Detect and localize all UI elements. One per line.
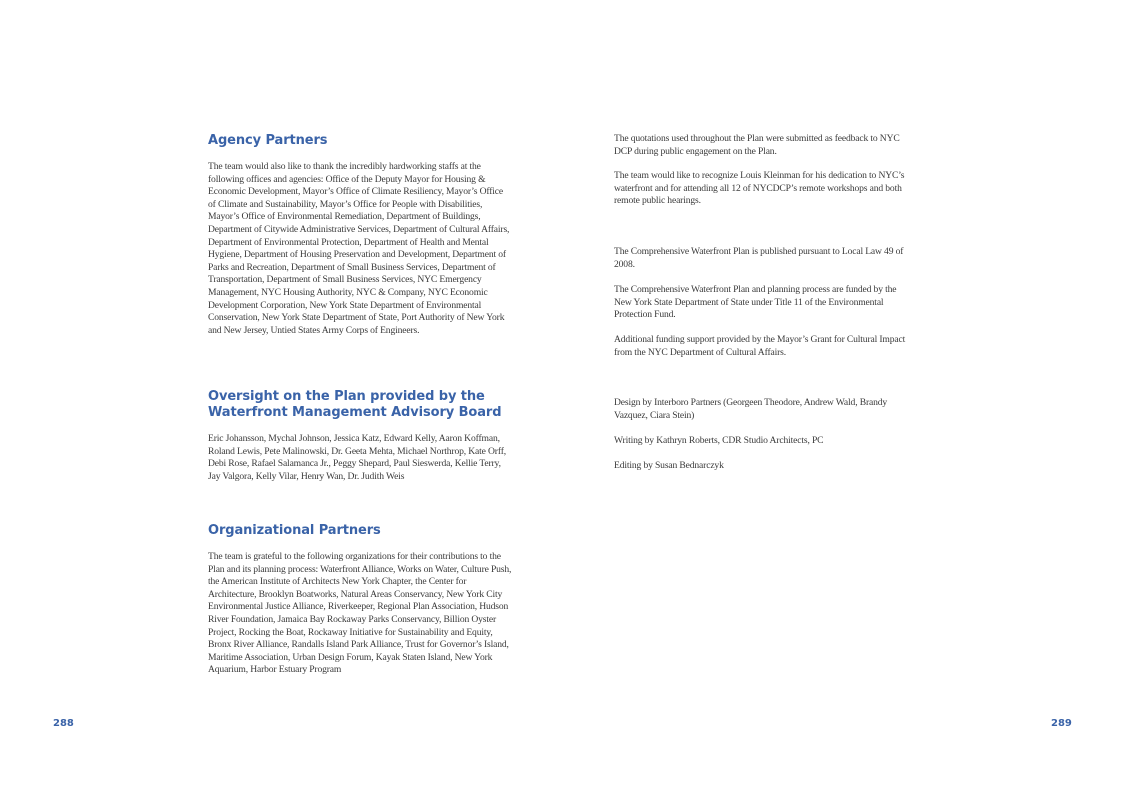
funding-note: The Comprehensive Waterfront Plan and planning process are funded by the New York State Department of State under Title 11 of the Environmental Protection Fund. (614, 284, 897, 321)
recognition-note: The team would like to recognize Louis Kleinman for his dedication to NYC’s waterfront and for attending all 12 of NYCDCP’s remote workshops and both remote public hearings. (614, 170, 905, 207)
design-credit: Design by Interboro Partners (Georgeen Theodore, Andrew Wald, Brandy Vazquez, Ciara Stein) (614, 397, 888, 421)
published-note: The Comprehensive Waterfront Plan is published pursuant to Local Law 49 of 2008. (614, 246, 904, 270)
organizational-partners-text: The team is grateful to the following organizations for their contributions to the Plan and its planning process: Waterfront Alliance, Works on Water, Culture Push, the American Institute of Architects New York Chapter, the Center for Architecture, Brooklyn Boatworks, Natural Areas Conservancy, New York City Environmental Justice Alliance, Riverkeeper, Regional Plan Association, Hudson River Foundation, Jamaica Bay Rockaway Parks Conservancy, Billion Oyster Project, Rocking the Boat, Rockaway Initiative for Sustainability and Equity, Bronx River Alliance, Randalls Island Park Alliance, Trust for Governor’s Island, Maritime Association, Urban Design Forum, Kayak Staten Island, New York Aquarium, Harbor Estuary Program (208, 551, 512, 676)
oversight-text: Eric Johansson, Mychal Johnson, Jessica Katz, Edward Kelly, Aaron Koffman, Roland Lewis, Pete Malinowski, Dr. Geeta Mehta, Michael Northrop, Kate Orff, Debi Rose, Rafael Salamanca Jr., Peggy Shepard, Paul Sieswerda, Kellie Terry, Jay Valgora, Kelly Vilar, Henry Wan, Dr. Judith Weis (208, 433, 507, 482)
agency-partners-text: The team would also like to thank the incredibly hardworking staffs at the following offices and agencies: Office of the Deputy Mayor for Housing & Economic Development, Mayor’s Office of Climate Resiliency, Mayor’s Office of Climate and Sustainability, Mayor’s Office for People with Disabilities, Mayor’s Office of Environmental Remediation, Department of Buildings, Department of Citywide Administrative Services, Department of Cultural Affairs, Department of Environmental Protection, Department of Health and Mental Hygiene, Department of Housing Preservation and Development, Department of Parks and Recreation, Department of Small Business Services, Department of Transportation, Department of Small Business Services, NYC Emergency Management, NYC Housing Authority, NYC & Company, NYC Economic Development Corporation, New York State Department of Environmental Conservation, New York State Department of State, Port Authority of New York and New Jersey, Untied States Army Corps of Engineers. (208, 161, 510, 336)
oversight-heading-line1: Oversight on the Plan provided by the (208, 389, 485, 404)
page-number-left: 288 (53, 718, 74, 729)
additional-funding-note: Additional funding support provided by the Mayor’s Grant for Cultural Impact from the NYC Department of Cultural Affairs. (614, 334, 906, 358)
editing-credit: Editing by Susan Bednarczyk (614, 460, 724, 471)
quotations-note: The quotations used throughout the Plan were submitted as feedback to NYC DCP during public engagement on the Plan. (614, 133, 900, 157)
organizational-partners-heading: Organizational Partners (208, 523, 381, 538)
writing-credit: Writing by Kathryn Roberts, CDR Studio Architects, PC (614, 435, 824, 446)
agency-partners-heading: Agency Partners (208, 133, 328, 148)
oversight-heading-line2: Waterfront Management Advisory Board (208, 405, 502, 420)
oversight-heading (208, 389, 501, 421)
page-number-right: 289 (1051, 718, 1072, 729)
